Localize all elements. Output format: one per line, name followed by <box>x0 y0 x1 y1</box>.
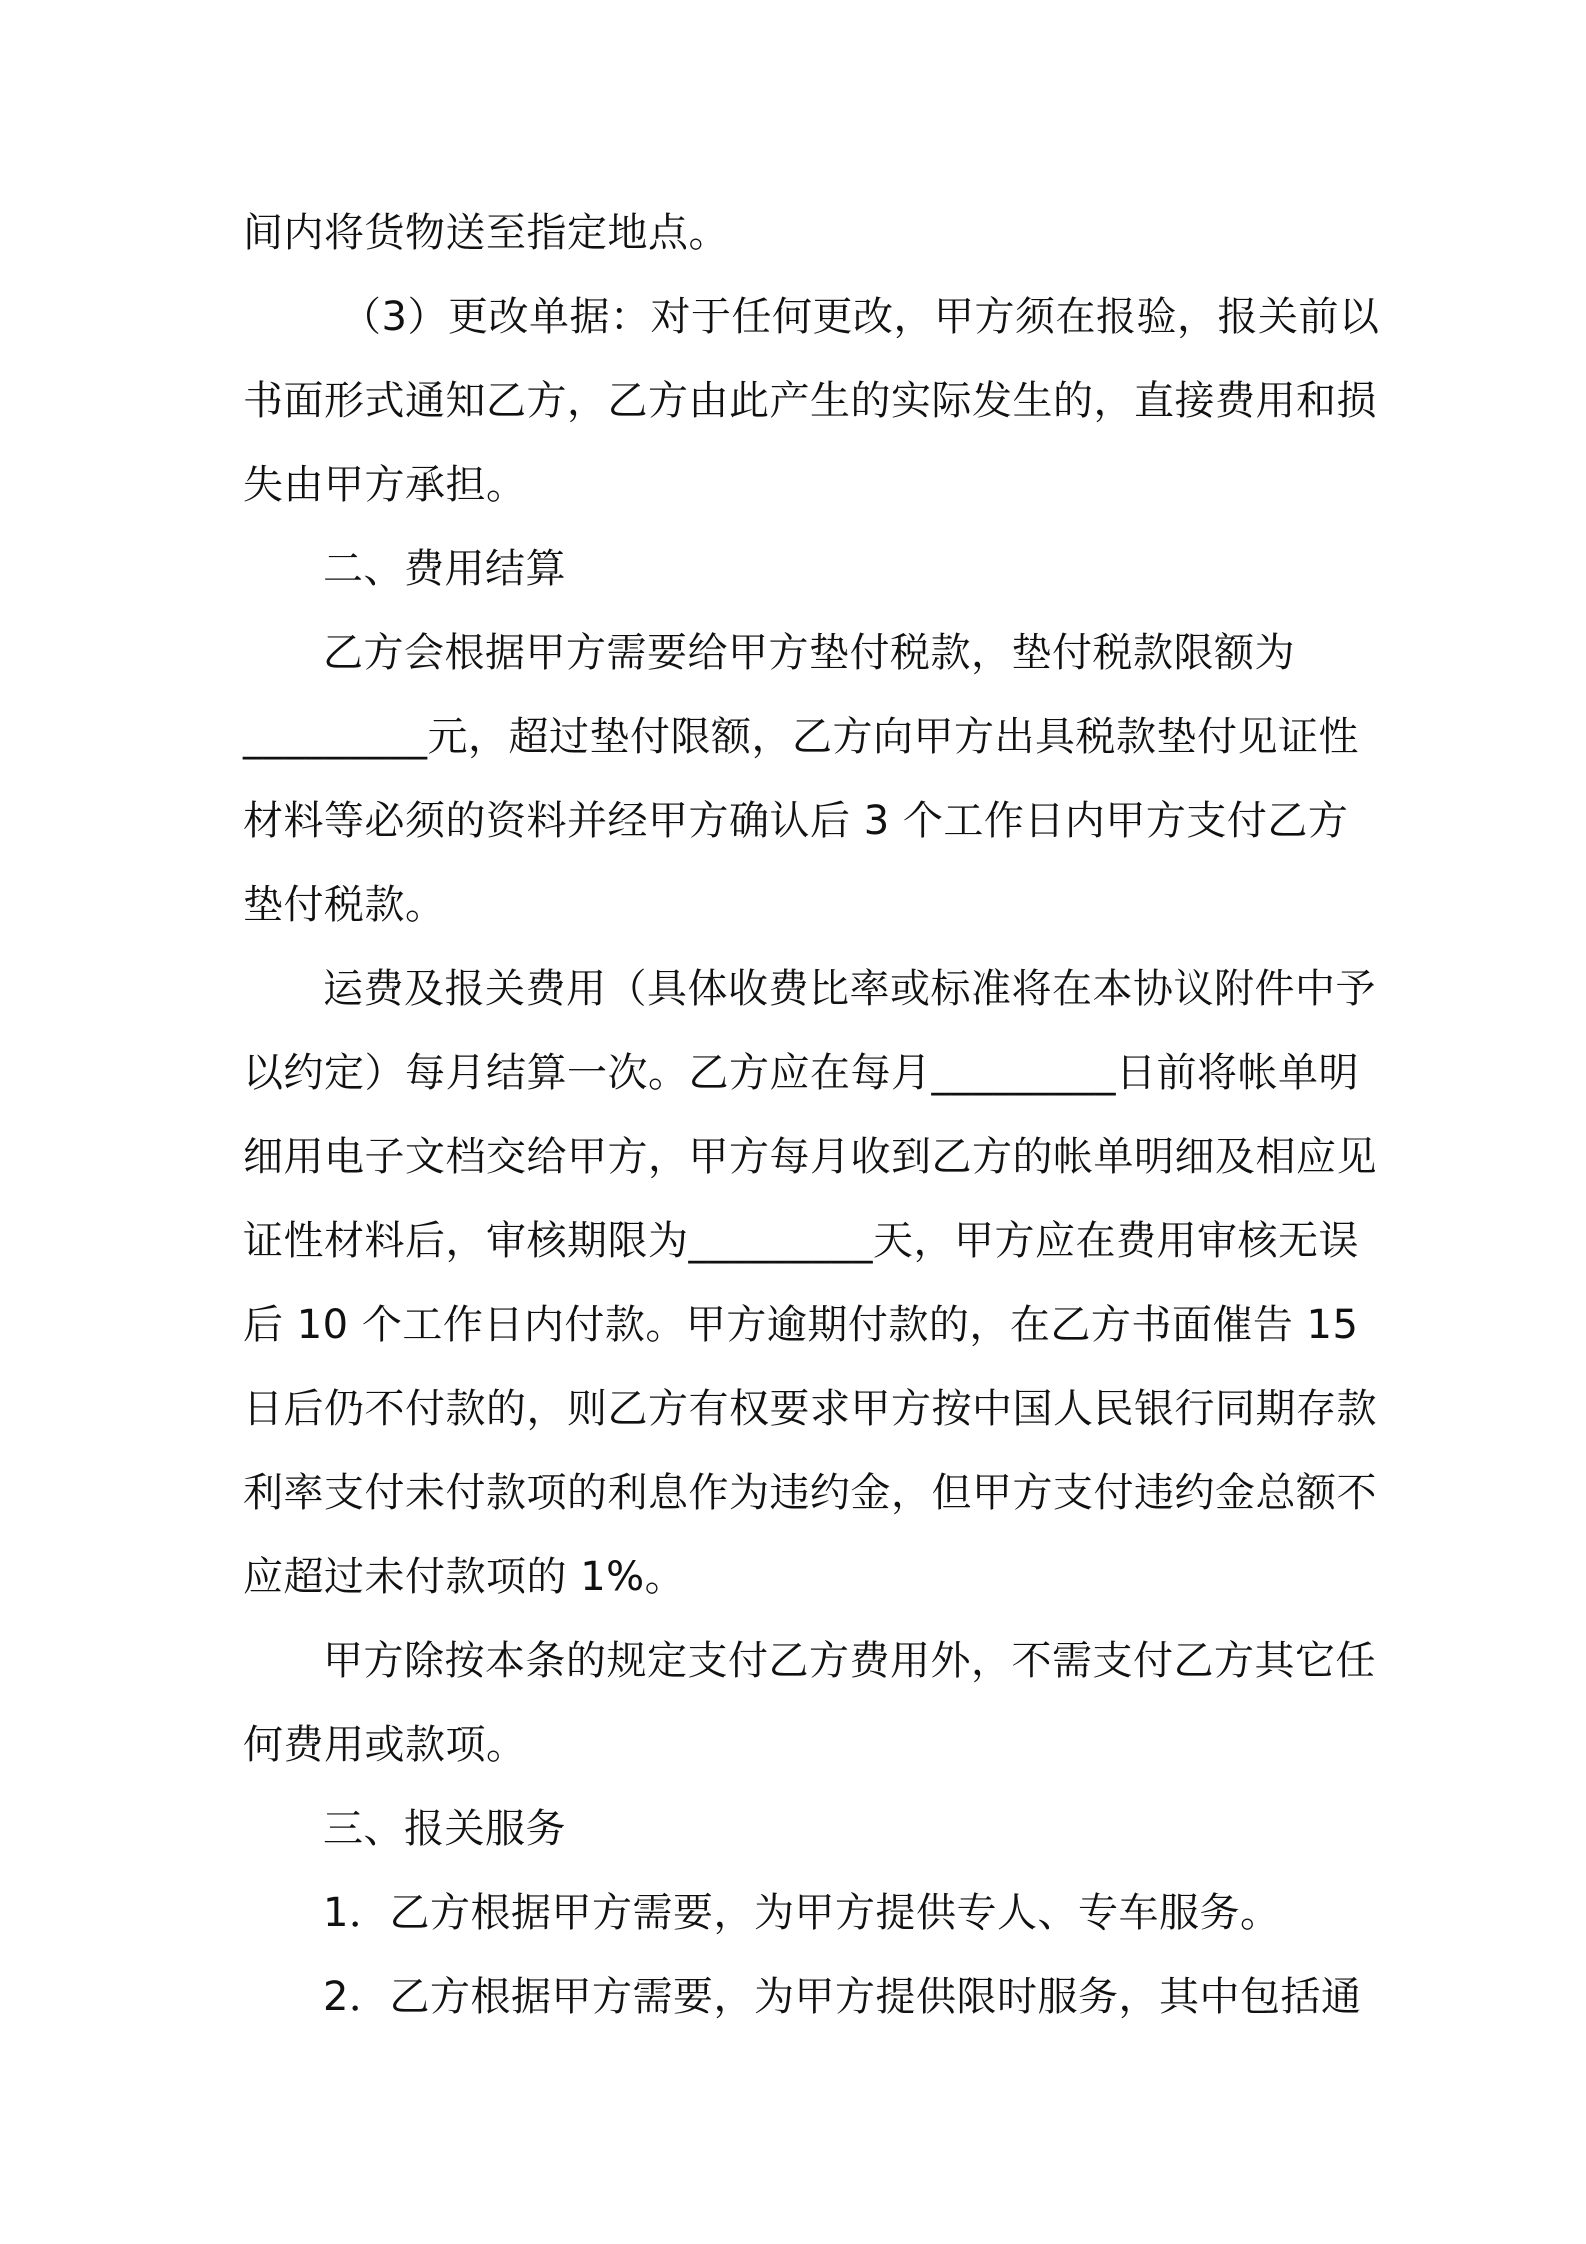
document-body <box>243 191 1380 2039</box>
section-heading: 二、费用结算 <box>323 546 566 592</box>
text-line: （3）更改单据：对于任何更改，甲方须在报验，报关前以 <box>341 294 1380 340</box>
section-heading: 三、报关服务 <box>323 1806 566 1852</box>
text-line: 后 10 个工作日内付款。甲方逾期付款的，在乙方书面催告 15 <box>243 1302 1359 1348</box>
list-item: 2．乙方根据甲方需要，为甲方提供限时服务，其中包括通 <box>323 1974 1362 2020</box>
text-line: 以约定）每月结算一次。乙方应在每月_________日前将帐单明 <box>243 1050 1359 1096</box>
text-line: 应超过未付款项的 1%。 <box>243 1554 686 1600</box>
text-line: 乙方会根据甲方需要给甲方垫付税款，垫付税款限额为 <box>323 630 1295 676</box>
text-line: 失由甲方承担。 <box>243 462 527 508</box>
text-line: 材料等必须的资料并经甲方确认后 3 个工作日内甲方支付乙方 <box>243 798 1349 844</box>
text-line: 利率支付未付款项的利息作为违约金，但甲方支付违约金总额不 <box>243 1470 1377 1516</box>
list-item: 1．乙方根据甲方需要，为甲方提供专人、专车服务。 <box>323 1890 1281 1936</box>
text-line: _________元，超过垫付限额，乙方向甲方出具税款垫付见证性 <box>243 714 1359 760</box>
text-line: 日后仍不付款的，则乙方有权要求甲方按中国人民银行同期存款 <box>243 1386 1377 1432</box>
text-line: 甲方除按本条的规定支付乙方费用外，不需支付乙方其它任 <box>323 1638 1376 1684</box>
text-line: 垫付税款。 <box>243 882 446 928</box>
text-line: 证性材料后，审核期限为_________天，甲方应在费用审核无误 <box>243 1218 1359 1264</box>
text-line: 细用电子文档交给甲方，甲方每月收到乙方的帐单明细及相应见 <box>243 1134 1377 1180</box>
text-line: 运费及报关费用（具体收费比率或标准将在本协议附件中予 <box>323 966 1376 1012</box>
text-line: 书面形式通知乙方，乙方由此产生的实际发生的，直接费用和损 <box>243 378 1377 424</box>
text-line: 何费用或款项。 <box>243 1722 527 1768</box>
text-line: 间内将货物送至指定地点。 <box>243 210 729 256</box>
